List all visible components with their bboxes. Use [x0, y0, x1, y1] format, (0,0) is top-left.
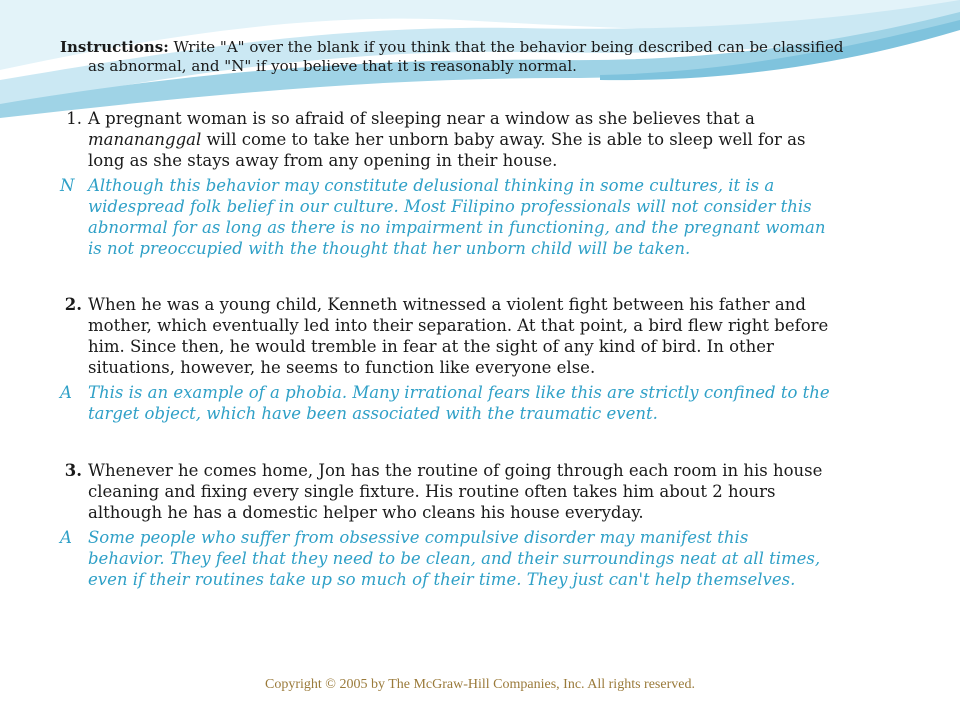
answer-3 [60, 527, 830, 590]
question-italic-term: manananggal [88, 130, 202, 149]
instructions-label: Instructions: [60, 38, 169, 56]
question-3 [60, 460, 830, 523]
item-1 [60, 108, 830, 259]
instructions-text: Write "A" over the blank if you think that the behavior being described can be classified as abnormal, and "N" if you believe that it is reasonably normal. [88, 38, 844, 75]
answer-text: Some people who suffer from obsessive compulsive disorder may manifest this behavior. They feel that they need to be clean, and their surroundings neat at all times, even if their routines take up so much of their time. They just can't help themselves. [88, 528, 821, 589]
item-3 [60, 460, 830, 590]
question-number: 2. [64, 295, 82, 314]
answer-text: This is an example of a phobia. Many irrational fears like this are strictly confined to the target object, which have been associated with the traumatic event. [88, 383, 830, 423]
answer-1 [60, 175, 830, 259]
question-text-cont: will come to take her unborn baby away. She is able to sleep well for as long as she stays away from any opening in their house. [88, 130, 806, 170]
instructions [60, 38, 848, 76]
answer-letter: N [60, 176, 75, 195]
question-1 [60, 108, 830, 171]
answer-2 [60, 382, 830, 424]
question-text: A pregnant woman is so afraid of sleeping near a window as she believes that a [88, 109, 755, 128]
answer-letter: A [60, 528, 72, 547]
answer-text: Although this behavior may constitute delusional thinking in some cultures, it is a widespread folk belief in our culture. Most Filipino professionals will not consider this abnormal for as long as there is no impairment in functioning, and the pregnant woman is not preoccupied with the thought that her unborn child will be taken. [88, 176, 826, 258]
question-number: 3. [64, 461, 82, 480]
answer-letter: A [60, 383, 72, 402]
copyright-footer: Copyright © 2005 by The McGraw-Hill Companies, Inc. All rights reserved. [265, 677, 695, 692]
question-number: 1. [66, 109, 82, 128]
question-2 [60, 294, 830, 378]
question-text: Whenever he comes home, Jon has the routine of going through each room in his house cleaning and fixing every single fixture. His routine often takes him about 2 hours although he has a domestic helper who cleans his house everyday. [88, 461, 823, 522]
item-2 [60, 294, 830, 424]
question-text: When he was a young child, Kenneth witnessed a violent fight between his father and mother, which eventually led into their separation. At that point, a bird flew right before him. Since then, he would tremble in fear at the sight of any kind of bird. In other situations, however, he seems to function like everyone else. [88, 295, 829, 377]
